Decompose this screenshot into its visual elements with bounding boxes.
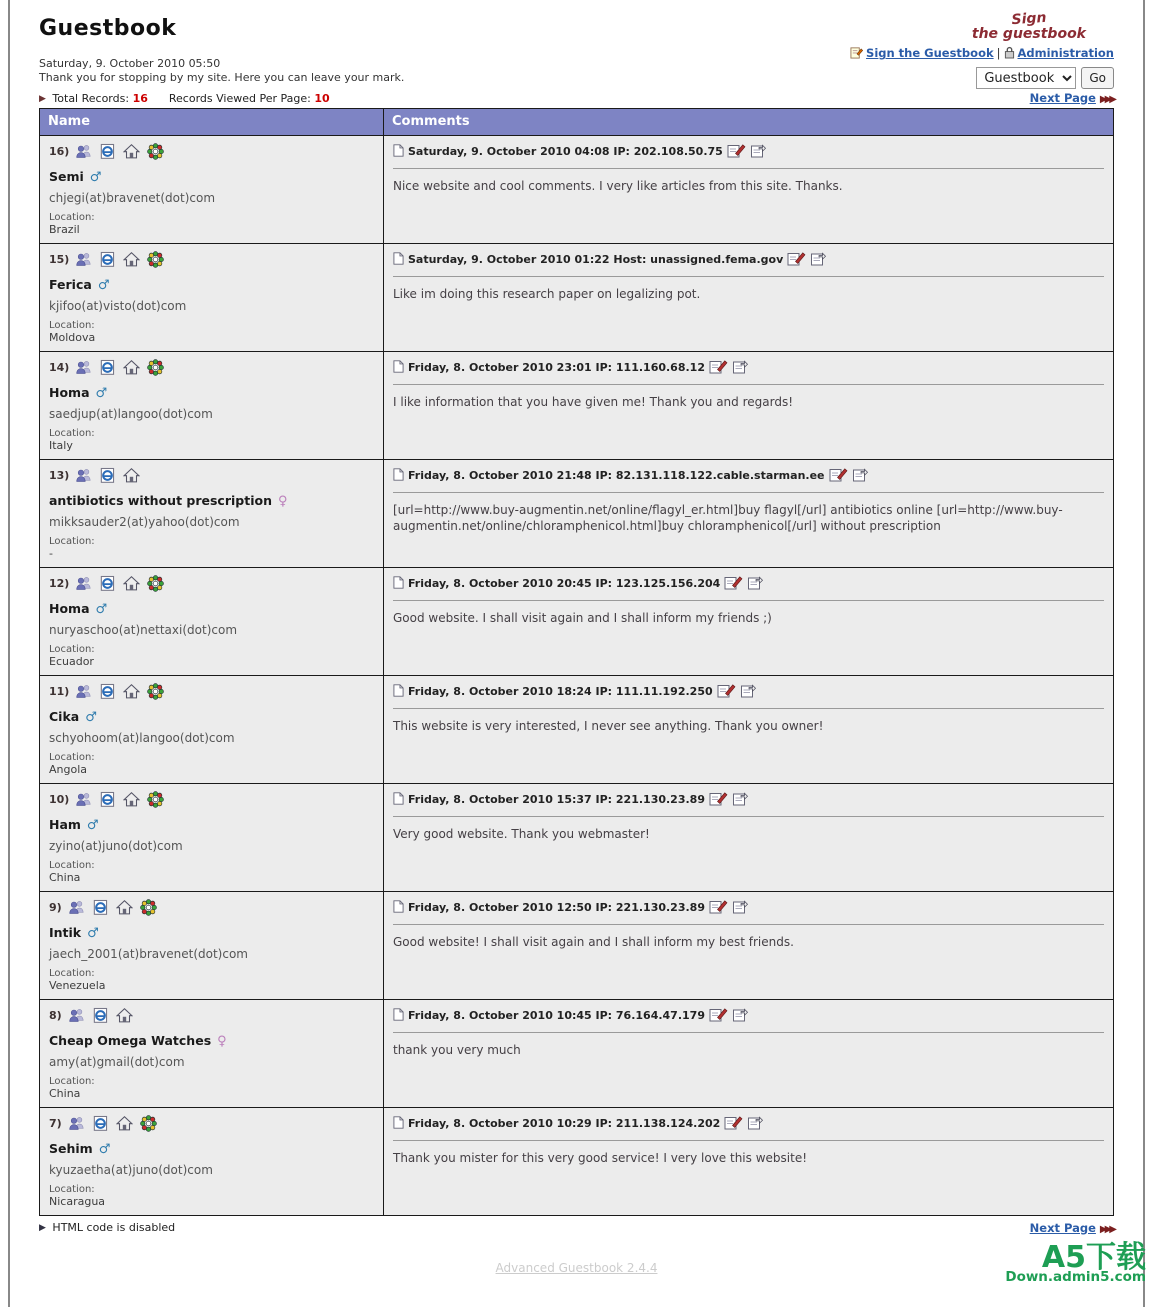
home-icon[interactable] — [116, 899, 133, 916]
comment-text: [url=http://www.buy-augmentin.net/online/flagyl_er.html]buy flagyl[/url] antibiotics online [url=http://www.buy-augmentin.net/online/chloramphenicol.html]buy chloramphenicol[/url] without prescription — [393, 502, 1063, 533]
location-label: Location: — [49, 535, 95, 547]
gender-icon: ♂ — [85, 709, 97, 725]
comment-header — [393, 899, 1104, 917]
comment-date-ip: Friday, 8. October 2010 12:50 IP: 221.130.23.89 — [408, 901, 705, 914]
sign-guestbook-link[interactable]: Sign the Guestbook — [866, 46, 994, 61]
document-icon — [393, 252, 404, 268]
comment-header — [393, 143, 1104, 161]
contact-icons — [75, 467, 140, 484]
comment-cell — [384, 999, 1114, 1107]
page-title: Guestbook — [39, 16, 177, 41]
advanced-guestbook-version-link[interactable]: Advanced Guestbook 2.4.4 — [495, 1260, 658, 1275]
footer-center — [39, 1239, 1146, 1297]
home-icon[interactable] — [123, 251, 140, 268]
home-icon[interactable] — [123, 359, 140, 376]
name-cell — [40, 675, 384, 783]
guest-name: Sehim — [49, 1140, 93, 1156]
guest-email: schyohoom(at)langoo(dot)com — [49, 730, 235, 745]
guestbook-entry-row — [40, 243, 1114, 351]
quote-icon[interactable] — [750, 143, 766, 161]
record-number: 8) — [49, 1008, 62, 1022]
record-number: 9) — [49, 900, 62, 914]
name-cell — [40, 999, 384, 1107]
per-page-value: 10 — [314, 91, 330, 105]
comment-text: Thank you mister for this very good service! I very love this website! — [393, 1150, 808, 1165]
comment-date-ip: Saturday, 9. October 2010 04:08 IP: 202.108.50.75 — [408, 145, 723, 158]
document-icon — [393, 144, 404, 160]
icq-icon[interactable] — [140, 1115, 157, 1132]
document-icon — [393, 468, 404, 484]
comment-text: This website is very interested, I never see anything. Thank you owner! — [393, 718, 824, 733]
contact-icons — [68, 899, 157, 916]
edit-icon[interactable] — [727, 143, 746, 161]
email-icon[interactable] — [99, 575, 116, 592]
edit-icon[interactable] — [724, 1115, 743, 1133]
guest-name: Ferica — [49, 276, 92, 292]
guest-name: antibiotics without prescription — [49, 492, 272, 508]
msn-icon[interactable] — [75, 251, 92, 268]
watermark: A5下载 Down.admin5.com — [1005, 1239, 1146, 1285]
icq-icon[interactable] — [147, 683, 164, 700]
header — [39, 9, 1114, 105]
msn-icon[interactable] — [75, 683, 92, 700]
comment-date-ip: Friday, 8. October 2010 20:45 IP: 123.125.156.204 — [408, 577, 721, 590]
record-number: 11) — [49, 684, 70, 698]
name-column-header: Name — [40, 108, 384, 135]
html-disabled-note: ▶ HTML code is disabled — [39, 1221, 176, 1234]
edit-icon[interactable] — [709, 899, 728, 917]
guestbook-entry-row — [40, 999, 1114, 1107]
name-cell — [40, 243, 384, 351]
guestbook-entry-row — [40, 675, 1114, 783]
location-value: Ecuador — [49, 654, 94, 668]
guest-name: Cheap Omega Watches — [49, 1032, 212, 1048]
gender-icon: ♂ — [98, 1141, 111, 1157]
document-icon — [393, 1116, 404, 1132]
email-icon[interactable] — [99, 683, 116, 700]
home-icon[interactable] — [116, 1115, 133, 1132]
edit-icon[interactable] — [709, 359, 728, 377]
icq-icon[interactable] — [140, 899, 157, 916]
comment-cell — [384, 243, 1114, 351]
guestbook-entry-row — [40, 459, 1114, 567]
location-label: Location: — [49, 1075, 95, 1087]
comment-header — [393, 467, 1104, 485]
email-icon[interactable] — [92, 1007, 109, 1024]
comment-cell — [384, 351, 1114, 459]
document-icon — [393, 1008, 404, 1024]
location-value: Nicaragua — [49, 1194, 106, 1208]
next-page-link-bottom[interactable]: Next Page — [1029, 1220, 1096, 1235]
edit-icon[interactable] — [724, 575, 743, 593]
msn-icon[interactable] — [75, 791, 92, 808]
comment-text: Very good website. Thank you webmaster! — [393, 826, 650, 841]
comment-cell — [384, 567, 1114, 675]
next-page-link-top[interactable]: Next Page — [1029, 90, 1096, 105]
record-number: 12) — [49, 576, 70, 590]
top-links — [850, 46, 1114, 62]
location-label: Location: — [49, 751, 95, 763]
gender-icon: ♂ — [95, 601, 108, 617]
comment-date-ip: Friday, 8. October 2010 23:01 IP: 111.160.68.12 — [408, 361, 705, 374]
quote-icon[interactable] — [740, 683, 756, 701]
name-cell — [40, 351, 384, 459]
comment-text: thank you very much — [393, 1042, 521, 1057]
location-value: Venezuela — [49, 978, 106, 992]
home-icon[interactable] — [123, 143, 140, 160]
location-value: Italy — [49, 438, 73, 452]
name-cell — [40, 891, 384, 999]
record-number: 14) — [49, 360, 70, 374]
name-cell — [40, 783, 384, 891]
msn-icon[interactable] — [68, 1007, 85, 1024]
guestbook-select[interactable] — [976, 67, 1076, 89]
comment-text: Like im doing this research paper on legalizing pot. — [393, 286, 701, 301]
go-button[interactable]: Go — [1081, 67, 1114, 89]
msn-icon[interactable] — [75, 143, 92, 160]
comment-text: Nice website and cool comments. I very like articles from this site. Thanks. — [393, 178, 843, 193]
edit-icon[interactable] — [709, 791, 728, 809]
record-number: 15) — [49, 252, 70, 266]
location-value: Brazil — [49, 222, 80, 236]
msn-icon[interactable] — [68, 899, 85, 916]
quote-icon[interactable] — [732, 1007, 748, 1025]
guestbook-select-row — [976, 67, 1114, 89]
next-page-top — [1030, 91, 1114, 105]
comment-date-ip: Friday, 8. October 2010 18:24 IP: 111.11.192.250 — [408, 685, 713, 698]
email-icon[interactable] — [99, 251, 116, 268]
comment-cell — [384, 135, 1114, 243]
comment-text: I like information that you have given me! Thank you and regards! — [393, 394, 794, 409]
guestbook-table — [39, 108, 1114, 1216]
quote-icon[interactable] — [732, 899, 748, 917]
msn-icon[interactable] — [75, 467, 92, 484]
home-icon[interactable] — [123, 791, 140, 808]
next-page-arrows-icon: ▶▶▶ — [1099, 1223, 1114, 1235]
location-label: Location: — [49, 319, 95, 331]
guest-email: kjifoo(at)visto(dot)com — [49, 298, 187, 313]
msn-icon[interactable] — [75, 575, 92, 592]
location-value: China — [49, 1086, 81, 1100]
records-body — [40, 135, 1114, 1215]
guest-email: chjegi(at)bravenet(dot)com — [49, 190, 216, 205]
guest-name: Cika — [49, 708, 80, 724]
comment-date-ip: Friday, 8. October 2010 21:48 IP: 82.131.118.122.cable.starman.ee — [408, 469, 825, 482]
location-label: Location: — [49, 859, 95, 871]
guest-name: Ham — [49, 816, 81, 832]
gender-icon: ♂ — [87, 925, 99, 941]
email-icon[interactable] — [92, 899, 109, 916]
comment-header — [393, 1007, 1104, 1025]
icq-icon[interactable] — [147, 791, 164, 808]
sign-pencil-icon — [850, 46, 863, 62]
document-icon — [393, 360, 404, 376]
contact-icons — [75, 575, 164, 592]
msn-icon[interactable] — [68, 1115, 85, 1132]
icq-icon[interactable] — [147, 575, 164, 592]
guest-email: saedjup(at)langoo(dot)com — [49, 406, 213, 421]
contact-icons — [75, 683, 164, 700]
edit-icon[interactable] — [829, 467, 848, 485]
total-records-label: Total Records: — [52, 91, 130, 105]
email-icon[interactable] — [99, 791, 116, 808]
welcome-text: Thank you for stopping by my site. Here you can leave your mark. — [39, 70, 405, 84]
document-icon — [393, 792, 404, 808]
home-icon[interactable] — [123, 575, 140, 592]
record-number: 16) — [49, 144, 70, 158]
gender-icon: ♂ — [86, 817, 99, 833]
email-icon[interactable] — [99, 143, 116, 160]
next-page-bottom — [1030, 1221, 1114, 1235]
contact-icons — [75, 143, 164, 160]
gender-icon: ♂ — [95, 385, 108, 401]
location-value: China — [49, 870, 81, 884]
name-cell — [40, 567, 384, 675]
comment-text: Good website. I shall visit again and I shall inform my friends ;) — [393, 610, 772, 625]
record-number: 10) — [49, 792, 70, 806]
comment-text: Good website! I shall visit again and I shall inform my best friends. — [393, 934, 794, 949]
gender-icon: ♀ — [277, 493, 288, 509]
location-label: Location: — [49, 1183, 95, 1195]
per-page-label: Records Viewed Per Page: — [168, 91, 311, 105]
sign-guestbook-logo: Sign the guestbook — [971, 9, 1086, 42]
comment-cell — [384, 675, 1114, 783]
edit-icon[interactable] — [709, 1007, 728, 1025]
comments-column-header: Comments — [384, 108, 1114, 135]
administration-link[interactable]: Administration — [1017, 46, 1114, 61]
location-value: Moldova — [49, 330, 96, 344]
name-cell — [40, 135, 384, 243]
quote-icon[interactable] — [747, 1115, 763, 1133]
record-number: 7) — [49, 1116, 62, 1130]
quote-icon[interactable] — [732, 791, 748, 809]
comment-cell — [384, 459, 1114, 567]
guestbook-entry-row — [40, 351, 1114, 459]
comment-header — [393, 1115, 1104, 1133]
comment-header — [393, 791, 1104, 809]
location-label: Location: — [49, 643, 95, 655]
comment-cell — [384, 783, 1114, 891]
next-page-arrows-icon: ▶▶▶ — [1099, 93, 1114, 105]
comment-cell — [384, 891, 1114, 999]
edit-icon[interactable] — [717, 683, 736, 701]
quote-icon[interactable] — [852, 467, 868, 485]
document-icon — [393, 576, 404, 592]
guest-name: Intik — [49, 924, 82, 940]
comment-header — [393, 359, 1104, 377]
contact-icons — [75, 359, 164, 376]
guest-email: nuryaschoo(at)nettaxi(dot)com — [49, 622, 238, 637]
total-records-value: 16 — [132, 91, 148, 105]
comment-header — [393, 251, 1104, 269]
home-icon[interactable] — [116, 1007, 133, 1024]
page-container — [8, 0, 1145, 1307]
document-icon — [393, 900, 404, 916]
guestbook-entry-row — [40, 1107, 1114, 1215]
bullet-icon: ▶ — [39, 93, 46, 104]
header-right — [850, 9, 1114, 89]
contact-icons — [68, 1007, 133, 1024]
guest-name: Homa — [49, 600, 90, 616]
guest-name: Semi — [49, 168, 84, 184]
comment-date-ip: Friday, 8. October 2010 10:29 IP: 211.138.124.202 — [408, 1117, 721, 1130]
guestbook-entry-row — [40, 783, 1114, 891]
home-icon[interactable] — [123, 467, 140, 484]
home-icon[interactable] — [123, 683, 140, 700]
comment-cell — [384, 1107, 1114, 1215]
edit-icon[interactable] — [787, 251, 806, 269]
location-value: Angola — [49, 762, 88, 776]
guestbook-entry-row — [40, 567, 1114, 675]
guest-email: jaech_2001(at)bravenet(dot)com — [49, 946, 248, 961]
document-icon — [393, 684, 404, 700]
guest-email: amy(at)gmail(dot)com — [49, 1054, 185, 1069]
contact-icons — [68, 1115, 157, 1132]
comment-date-ip: Friday, 8. October 2010 15:37 IP: 221.130.23.89 — [408, 793, 705, 806]
datetime-text: Saturday, 9. October 2010 05:50 — [39, 57, 221, 70]
gender-icon: ♂ — [89, 169, 102, 185]
email-icon[interactable] — [99, 359, 116, 376]
icq-icon[interactable] — [147, 251, 164, 268]
quote-icon[interactable] — [732, 359, 748, 377]
guestbook-entry-row — [40, 891, 1114, 999]
comment-date-ip: Saturday, 9. October 2010 01:22 Host: unassigned.fema.gov — [408, 253, 784, 266]
email-icon[interactable] — [99, 467, 116, 484]
gender-icon: ♀ — [217, 1033, 227, 1049]
guest-name: Homa — [49, 384, 90, 400]
stats-row — [39, 91, 1114, 105]
contact-icons — [75, 791, 164, 808]
name-cell — [40, 1107, 384, 1215]
comment-header — [393, 575, 1104, 593]
location-label: Location: — [49, 967, 95, 979]
icq-icon[interactable] — [147, 143, 164, 160]
location-value: - — [49, 546, 53, 560]
msn-icon[interactable] — [75, 359, 92, 376]
location-label: Location: — [49, 427, 95, 439]
gender-icon: ♂ — [97, 277, 110, 293]
guest-email: mikksauder2(at)yahoo(dot)com — [49, 514, 240, 529]
email-icon[interactable] — [92, 1115, 109, 1132]
bullet-icon: ▶ — [39, 1223, 46, 1233]
link-separator: | — [996, 46, 1001, 61]
icq-icon[interactable] — [147, 359, 164, 376]
lock-icon — [1004, 46, 1015, 62]
quote-icon[interactable] — [747, 575, 763, 593]
contact-icons — [75, 251, 164, 268]
comment-date-ip: Friday, 8. October 2010 10:45 IP: 76.164.47.179 — [408, 1009, 705, 1022]
name-cell — [40, 459, 384, 567]
guestbook-entry-row — [40, 135, 1114, 243]
record-number: 13) — [49, 468, 70, 482]
footer-row — [39, 1221, 1114, 1235]
records-stats — [39, 92, 330, 105]
guest-email: zyino(at)juno(dot)com — [49, 838, 183, 853]
comment-header — [393, 683, 1104, 701]
guest-email: kyuzaetha(at)juno(dot)com — [49, 1162, 213, 1177]
quote-icon[interactable] — [810, 251, 826, 269]
location-label: Location: — [49, 211, 95, 223]
